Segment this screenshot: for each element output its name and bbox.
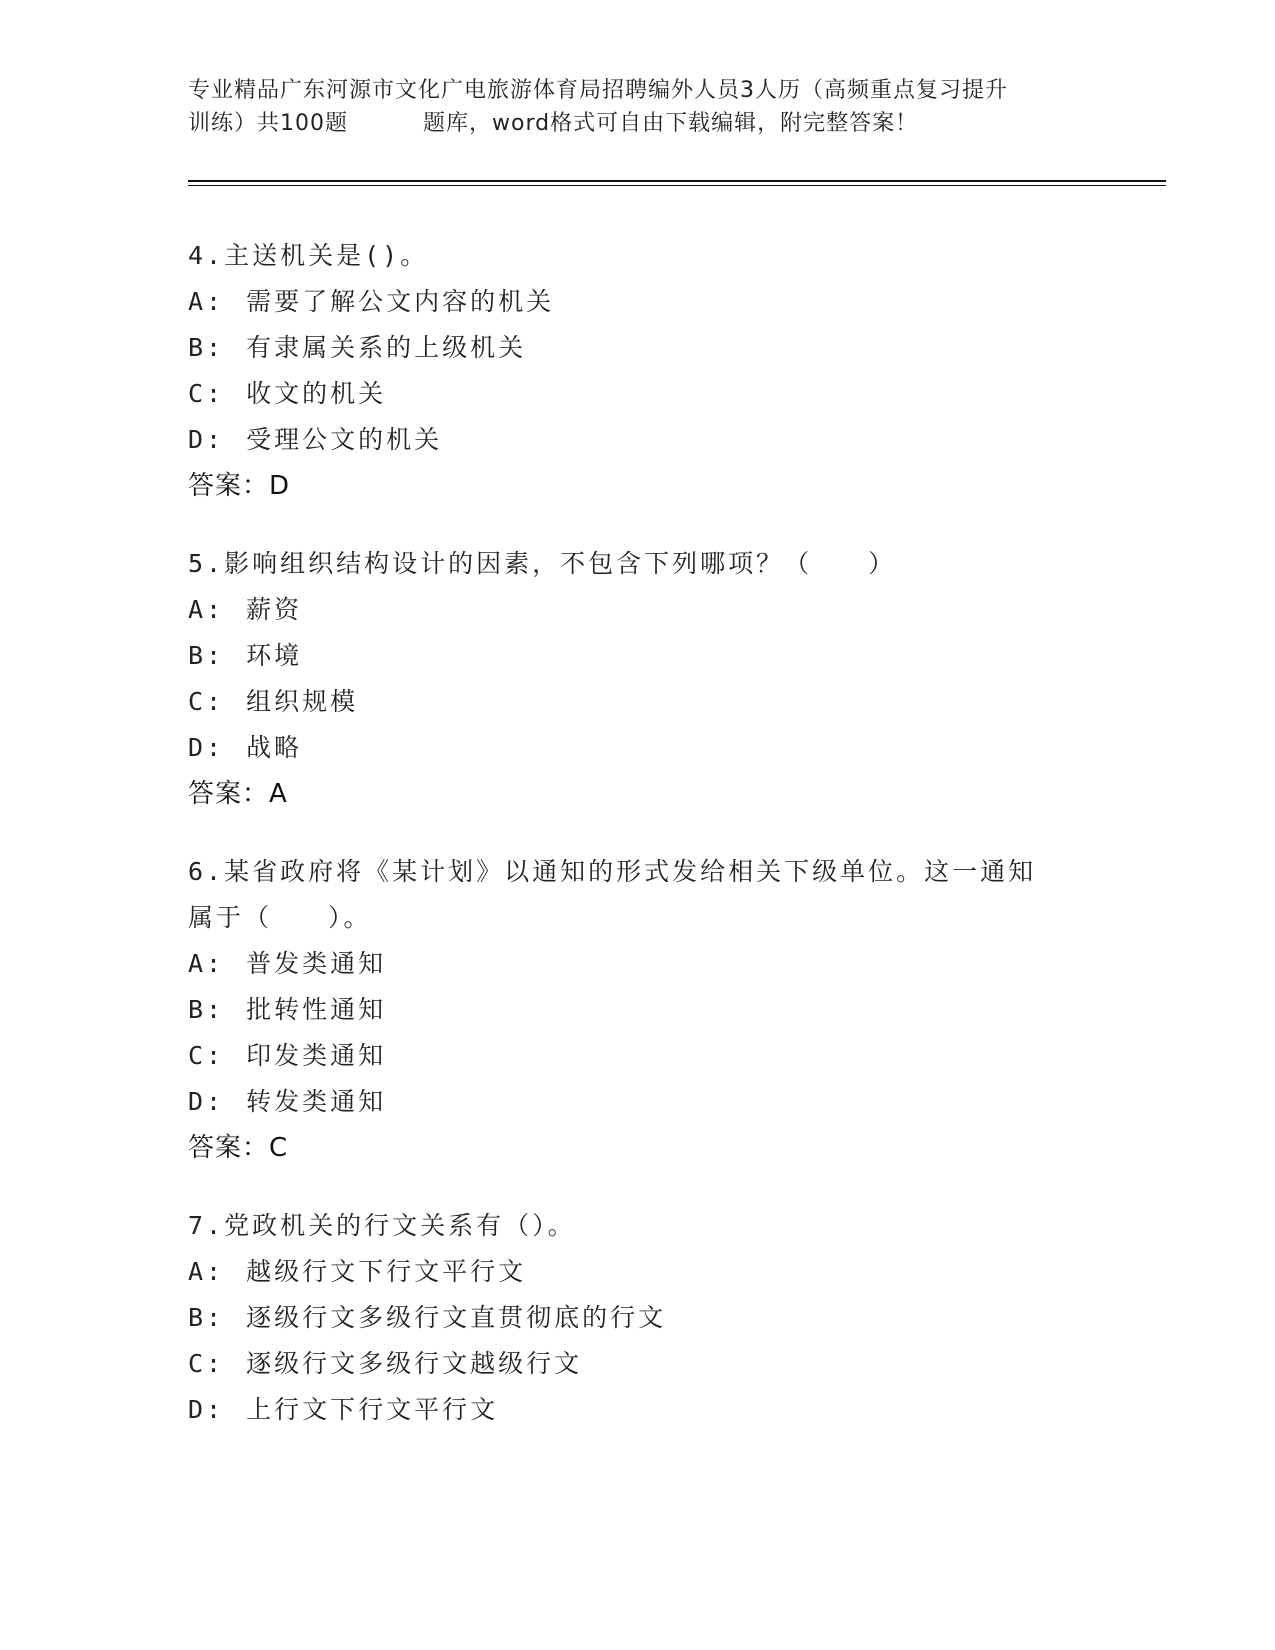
question-block (188, 541, 1088, 817)
option-text: 逐级行文多级行文越级行文 (246, 1349, 583, 1378)
answer-option (188, 587, 1088, 633)
answer-option (188, 279, 1088, 325)
question-block (188, 233, 1088, 509)
question-stem (188, 895, 1088, 941)
answer-option (188, 1341, 1088, 1387)
option-text: 印发类通知 (246, 1041, 387, 1070)
question-stem-text: 6.某省政府将《某计划》以通知的形式发给相关下级单位。这一通知 (188, 857, 1037, 886)
question-stem (188, 233, 1088, 279)
option-letter: D: (188, 1087, 225, 1116)
question-block (188, 849, 1088, 1171)
option-letter: A: (188, 287, 225, 316)
document-header (188, 74, 1088, 140)
option-text: 批转性通知 (246, 995, 387, 1024)
option-letter: B: (188, 333, 225, 362)
header-title-line-2-left: 训练）共100题 (188, 111, 348, 136)
option-text: 有隶属关系的上级机关 (246, 333, 527, 362)
option-letter: C: (188, 1041, 225, 1070)
answer-key: 答案：D (188, 471, 291, 501)
option-text: 环境 (246, 641, 303, 670)
option-text: 逐级行文多级行文直贯彻底的行文 (246, 1303, 667, 1332)
question-stem (188, 541, 1088, 587)
option-text: 组织规模 (246, 687, 359, 716)
header-divider-thin (188, 185, 1166, 186)
question-stem (188, 849, 1088, 895)
answer-option (188, 633, 1088, 679)
option-text: 普发类通知 (246, 949, 387, 978)
option-text: 转发类通知 (246, 1087, 387, 1116)
answer-option (188, 1033, 1088, 1079)
question-list (188, 233, 1088, 1465)
question-block (188, 1203, 1088, 1433)
option-text: 上行文下行文平行文 (246, 1395, 499, 1424)
option-text: 收文的机关 (246, 379, 387, 408)
option-text: 受理公文的机关 (246, 425, 443, 454)
option-letter: D: (188, 425, 225, 454)
question-stem-text: 5.影响组织结构设计的因素，不包含下列哪项？（ ） (188, 549, 897, 578)
option-letter: B: (188, 995, 225, 1024)
answer-key: 答案：A (188, 779, 288, 809)
answer-option (188, 941, 1088, 987)
option-letter: C: (188, 1349, 225, 1378)
option-letter: A: (188, 595, 225, 624)
option-letter: D: (188, 1395, 225, 1424)
question-stem-text: 4.主送机关是()。 (188, 241, 429, 270)
answer-key: 答案：C (188, 1133, 289, 1163)
question-stem-text: 7.党政机关的行文关系有（）。 (188, 1211, 576, 1240)
question-stem (188, 1203, 1088, 1249)
answer-option (188, 725, 1088, 771)
header-title-line-2 (188, 107, 1088, 140)
answer-option (188, 1295, 1088, 1341)
header-title-line-1: 专业精品广东河源市文化广电旅游体育局招聘编外人员3人历（高频重点复习提升 (188, 78, 1008, 103)
answer-option (188, 987, 1088, 1033)
option-text: 越级行文下行文平行文 (246, 1257, 527, 1286)
option-letter: B: (188, 1303, 225, 1332)
option-letter: B: (188, 641, 225, 670)
question-stem-text: 属于（ ）。 (188, 903, 372, 932)
option-text: 需要了解公文内容的机关 (246, 287, 555, 316)
option-letter: A: (188, 1257, 225, 1286)
option-letter: D: (188, 733, 225, 762)
option-letter: A: (188, 949, 225, 978)
option-letter: C: (188, 379, 225, 408)
option-letter: C: (188, 687, 225, 716)
answer-option (188, 679, 1088, 725)
answer-option (188, 1079, 1088, 1125)
answer-option (188, 325, 1088, 371)
answer-option (188, 1387, 1088, 1433)
option-text: 薪资 (246, 595, 303, 624)
header-title-line-2-right: 题库，word格式可自由下载编辑，附完整答案！ (423, 111, 919, 136)
answer-option (188, 1249, 1088, 1295)
option-text: 战略 (246, 733, 303, 762)
header-divider-thick (188, 180, 1166, 182)
answer-option (188, 417, 1088, 463)
answer-option (188, 371, 1088, 417)
